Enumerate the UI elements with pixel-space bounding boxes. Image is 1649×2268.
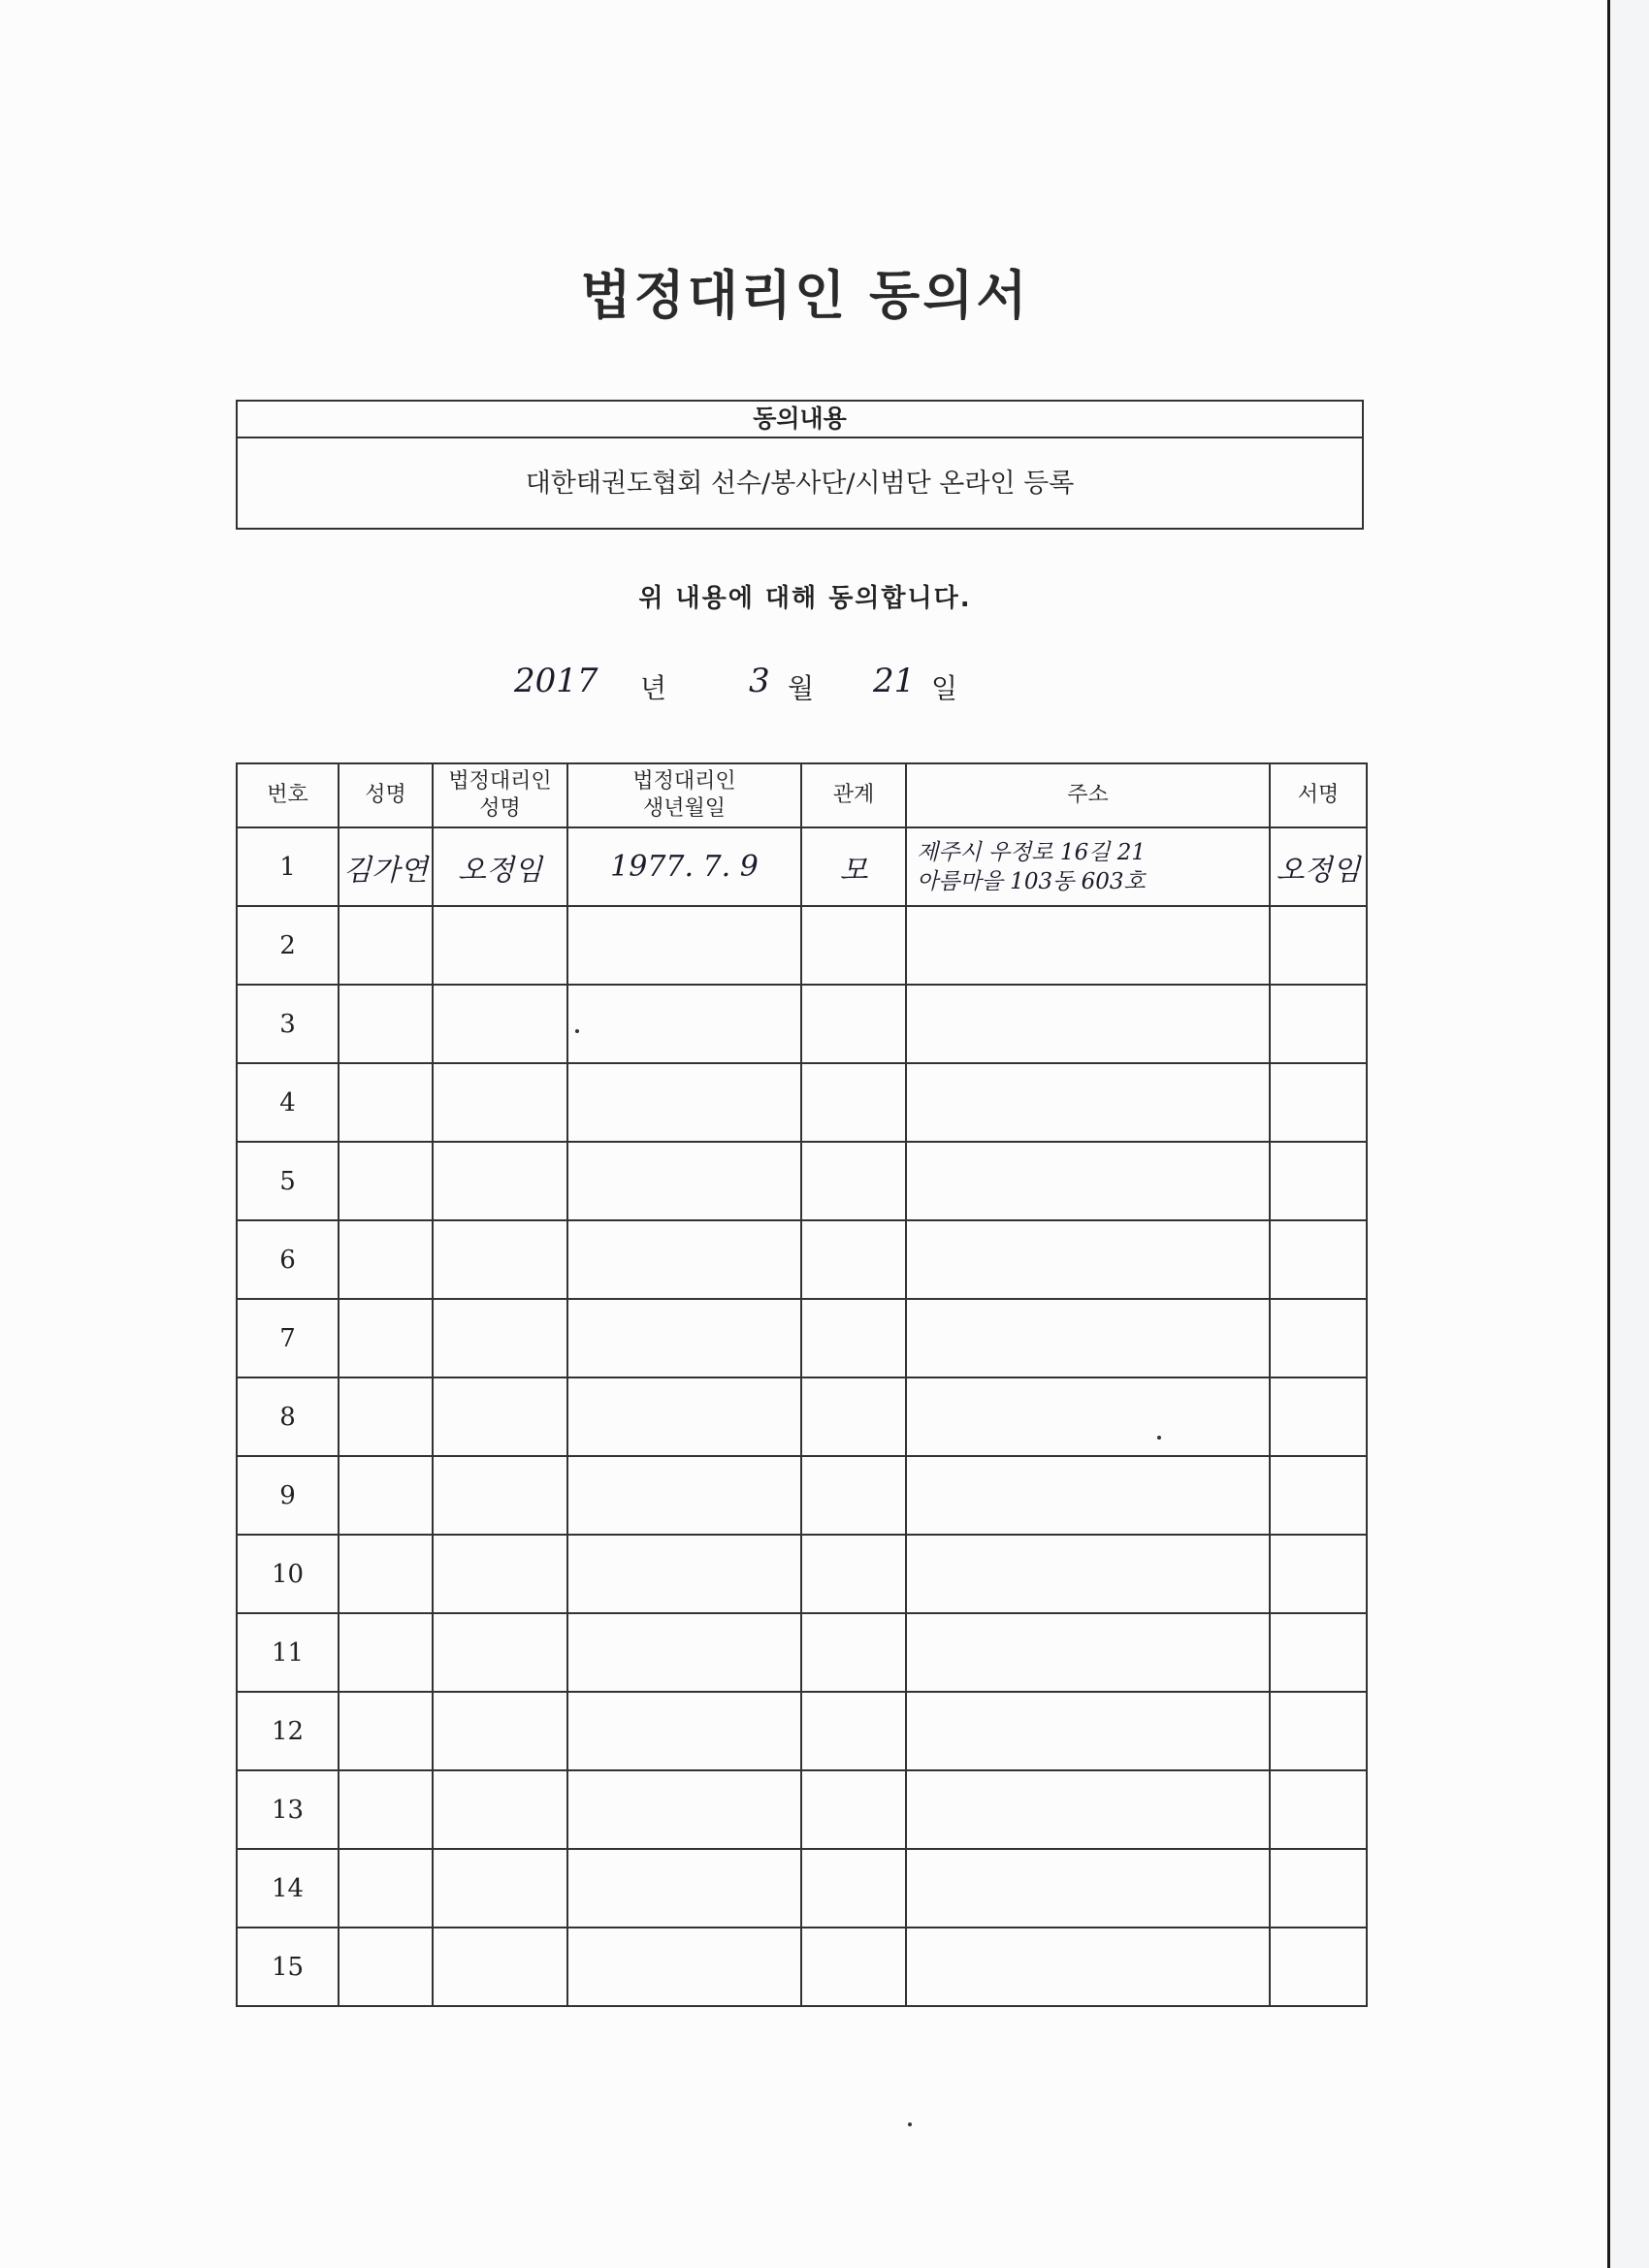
- guardian-name-cell: [433, 1770, 567, 1849]
- guardian-birthdate-cell: [567, 1535, 801, 1613]
- consent-header: 동의내용: [238, 402, 1362, 438]
- row-number-cell: 5: [237, 1142, 339, 1220]
- scan-speck: [908, 2122, 912, 2126]
- relationship-cell: [801, 1849, 906, 1928]
- table-body: [237, 827, 1367, 2006]
- participant-name-cell: [339, 1220, 433, 1299]
- relationship-cell: [801, 1299, 906, 1377]
- guardian-birthdate-cell: 1977. 7. 9: [567, 827, 801, 906]
- participant-name-cell: [339, 1535, 433, 1613]
- row-number-cell: 7: [237, 1299, 339, 1377]
- participant-name-cell: [339, 1299, 433, 1377]
- participant-name-cell: [339, 1613, 433, 1692]
- guardian-birthdate-cell: [567, 1220, 801, 1299]
- signature-cell: [1270, 1220, 1367, 1299]
- column-header: 성명: [339, 763, 433, 827]
- guardian-name-cell: [433, 1220, 567, 1299]
- table-row: [237, 1456, 1367, 1535]
- column-header: 번호: [237, 763, 339, 827]
- row-number-cell: 8: [237, 1377, 339, 1456]
- scan-speck: [575, 1029, 579, 1033]
- date-line: [0, 660, 1610, 708]
- address-cell: [906, 1220, 1270, 1299]
- date-year-label: 년: [640, 672, 667, 704]
- relationship-cell: [801, 985, 906, 1063]
- agreement-statement: 위 내용에 대해 동의합니다.: [638, 584, 972, 613]
- date-month-label: 월: [788, 672, 815, 704]
- guardian-birthdate-cell: [567, 906, 801, 985]
- relationship-cell: [801, 1220, 906, 1299]
- signature-cell: [1270, 1299, 1367, 1377]
- row-number-cell: 15: [237, 1928, 339, 2006]
- address-cell: [906, 1770, 1270, 1849]
- table-row: [237, 985, 1367, 1063]
- row-number-cell: 1: [237, 827, 339, 906]
- table-row: [237, 1299, 1367, 1377]
- signature-cell: [1270, 1456, 1367, 1535]
- relationship-cell: [801, 1063, 906, 1142]
- relationship-cell: [801, 1928, 906, 2006]
- table-header-row: [237, 763, 1367, 827]
- address-cell: [906, 1299, 1270, 1377]
- row-number-cell: 9: [237, 1456, 339, 1535]
- address-cell: [906, 1692, 1270, 1770]
- column-header: 서명: [1270, 763, 1367, 827]
- date-month-value: 3: [749, 662, 770, 700]
- document-title: 법정대리인 동의서: [580, 265, 1030, 326]
- table-row: [237, 1849, 1367, 1928]
- signature-cell: [1270, 1692, 1367, 1770]
- guardian-name-cell: [433, 1849, 567, 1928]
- date-day-value: 21: [873, 662, 916, 700]
- table-row: [237, 1377, 1367, 1456]
- participant-name-cell: [339, 1849, 433, 1928]
- guardian-birthdate-cell: [567, 985, 801, 1063]
- address-cell: [906, 1377, 1270, 1456]
- guardian-name-cell: [433, 1299, 567, 1377]
- participant-name-cell: [339, 1063, 433, 1142]
- relationship-cell: [801, 1613, 906, 1692]
- address-cell: [906, 1535, 1270, 1613]
- date-year-value: 2017: [514, 662, 598, 700]
- address-cell: [906, 1063, 1270, 1142]
- guardian-name-cell: [433, 1063, 567, 1142]
- table-row: [237, 1142, 1367, 1220]
- scan-edge: [1607, 0, 1649, 2268]
- address-cell: 제주시 우정로 16길 21 아름마을 103동 603호: [906, 827, 1270, 906]
- guardian-birthdate-cell: [567, 1299, 801, 1377]
- guardian-birthdate-cell: [567, 1063, 801, 1142]
- table-row: [237, 827, 1367, 906]
- table-row: [237, 1063, 1367, 1142]
- date-day-label: 일: [931, 672, 958, 704]
- guardian-name-cell: [433, 1456, 567, 1535]
- relationship-cell: [801, 1456, 906, 1535]
- guardian-name-cell: [433, 1377, 567, 1456]
- row-number-cell: 13: [237, 1770, 339, 1849]
- signature-cell: [1270, 1928, 1367, 2006]
- signature-cell: [1270, 1613, 1367, 1692]
- guardian-name-cell: [433, 1535, 567, 1613]
- participant-name-cell: [339, 1456, 433, 1535]
- table-row: [237, 1770, 1367, 1849]
- participant-name-cell: [339, 985, 433, 1063]
- signature-cell: [1270, 906, 1367, 985]
- participant-name-cell: 김가연: [339, 827, 433, 906]
- guardian-birthdate-cell: [567, 1142, 801, 1220]
- consent-content-box: [236, 400, 1364, 530]
- guardian-birthdate-cell: [567, 1377, 801, 1456]
- participant-name-cell: [339, 1770, 433, 1849]
- signature-cell: 오정임: [1270, 827, 1367, 906]
- guardian-birthdate-cell: [567, 1613, 801, 1692]
- consent-body: 대한태권도협회 선수/봉사단/시범단 온라인 등록: [525, 469, 1075, 499]
- relationship-cell: [801, 1535, 906, 1613]
- relationship-cell: [801, 1142, 906, 1220]
- guardian-roster-table: [236, 762, 1368, 2007]
- row-number-cell: 3: [237, 985, 339, 1063]
- participant-name-cell: [339, 906, 433, 985]
- row-number-cell: 10: [237, 1535, 339, 1613]
- participant-name-cell: [339, 1692, 433, 1770]
- signature-cell: [1270, 985, 1367, 1063]
- guardian-name-cell: [433, 1928, 567, 2006]
- address-cell: [906, 1613, 1270, 1692]
- row-number-cell: 6: [237, 1220, 339, 1299]
- column-header: 관계: [801, 763, 906, 827]
- guardian-name-cell: [433, 1142, 567, 1220]
- column-header: 주소: [906, 763, 1270, 827]
- guardian-name-cell: [433, 985, 567, 1063]
- relationship-cell: [801, 906, 906, 985]
- relationship-cell: 모: [801, 827, 906, 906]
- column-header: 법정대리인 성명: [433, 763, 567, 827]
- row-number-cell: 11: [237, 1613, 339, 1692]
- signature-cell: [1270, 1063, 1367, 1142]
- signature-cell: [1270, 1142, 1367, 1220]
- relationship-cell: [801, 1770, 906, 1849]
- guardian-birthdate-cell: [567, 1456, 801, 1535]
- table-row: [237, 1613, 1367, 1692]
- address-cell: [906, 906, 1270, 985]
- address-cell: [906, 1849, 1270, 1928]
- relationship-cell: [801, 1692, 906, 1770]
- column-header: 법정대리인 생년월일: [567, 763, 801, 827]
- table-row: [237, 1928, 1367, 2006]
- guardian-birthdate-cell: [567, 1692, 801, 1770]
- guardian-name-cell: [433, 1613, 567, 1692]
- signature-cell: [1270, 1770, 1367, 1849]
- signature-cell: [1270, 1535, 1367, 1613]
- guardian-birthdate-cell: [567, 1928, 801, 2006]
- address-cell: [906, 985, 1270, 1063]
- guardian-name-cell: [433, 1692, 567, 1770]
- guardian-name-cell: 오정임: [433, 827, 567, 906]
- row-number-cell: 12: [237, 1692, 339, 1770]
- guardian-birthdate-cell: [567, 1770, 801, 1849]
- table-row: [237, 1535, 1367, 1613]
- signature-cell: [1270, 1377, 1367, 1456]
- row-number-cell: 4: [237, 1063, 339, 1142]
- row-number-cell: 2: [237, 906, 339, 985]
- participant-name-cell: [339, 1928, 433, 2006]
- row-number-cell: 14: [237, 1849, 339, 1928]
- relationship-cell: [801, 1377, 906, 1456]
- table-row: [237, 906, 1367, 985]
- guardian-name-cell: [433, 906, 567, 985]
- scan-speck: [1157, 1436, 1161, 1440]
- signature-cell: [1270, 1849, 1367, 1928]
- address-cell: [906, 1456, 1270, 1535]
- participant-name-cell: [339, 1142, 433, 1220]
- address-cell: [906, 1928, 1270, 2006]
- address-cell: [906, 1142, 1270, 1220]
- participant-name-cell: [339, 1377, 433, 1456]
- table-row: [237, 1220, 1367, 1299]
- table-row: [237, 1692, 1367, 1770]
- guardian-birthdate-cell: [567, 1849, 801, 1928]
